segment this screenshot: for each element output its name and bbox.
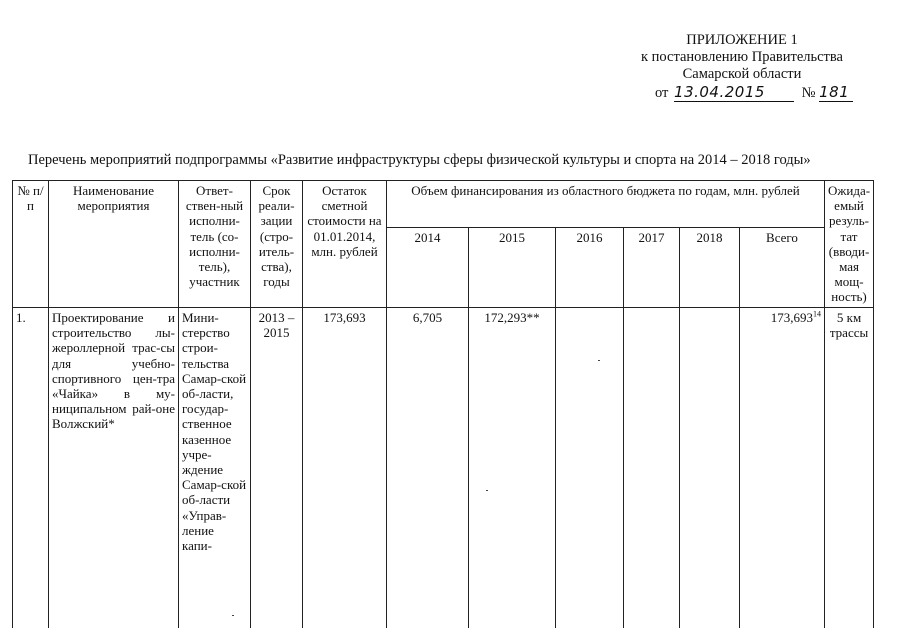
row-2015: 172,293**: [469, 308, 556, 628]
date-line: [655, 83, 853, 102]
row-num: 1.: [13, 308, 49, 628]
row-result: 5 км трассы: [825, 308, 874, 628]
header-funding-group: Объем финансирования из областного бюджета по годам, млн. рублей: [387, 181, 825, 228]
appendix-title: ПРИЛОЖЕНИЕ 1: [686, 32, 798, 48]
row-2017: [624, 308, 680, 628]
header-num: № п/п: [13, 181, 49, 308]
row-responsible: Мини-стерство строи-тельства Самар-ской об-ласти, государ-ственное казенное учре-ждение Самар-ской об-ласти «Управ-ление капи-: [179, 308, 251, 628]
document-title: Перечень мероприятий подпрограммы «Развитие инфраструктуры сферы физической культуры и спорта на 2014 – 2018 годы»: [28, 152, 811, 168]
header-name: Наименование мероприятия: [49, 181, 179, 308]
scan-speck: [232, 615, 234, 616]
header-term: Срок реали-зации (стро-итель-ства), годы: [251, 181, 303, 308]
header-balance: Остаток сметной стоимости на 01.01.2014, млн. рублей: [303, 181, 387, 308]
row-total-note: 14: [813, 309, 821, 319]
table-row: [13, 308, 874, 628]
header-total: Всего: [740, 228, 825, 308]
header-year-2017: 2017: [624, 228, 680, 308]
header-result: Ожида-емый резуль-тат (вводи-мая мощ-ность): [825, 181, 874, 308]
row-2014: 6,705: [387, 308, 469, 628]
number-prefix: №: [801, 85, 816, 101]
measures-table: [12, 180, 874, 628]
header-year-2016: 2016: [556, 228, 624, 308]
scan-speck: [486, 490, 488, 491]
date-prefix: от: [655, 85, 669, 101]
header-responsible: Ответ-ствен-ный исполни-тель (со-исполни-тель), участник: [179, 181, 251, 308]
scan-speck: [598, 360, 600, 361]
number-value: 181: [819, 83, 853, 102]
appendix-line-3: Самарской области: [682, 66, 802, 82]
header-year-2014: 2014: [387, 228, 469, 308]
row-total: [740, 308, 825, 628]
date-value: 13.04.2015: [674, 83, 794, 102]
header-year-2015: 2015: [469, 228, 556, 308]
row-name: Проектирование и строительство лы-жероллерной трас-сы для учебно-спортивного цен-тра «Чайка» в му-ниципальном рай-оне Волжский*: [49, 308, 179, 628]
row-balance: 173,693: [303, 308, 387, 628]
row-2016: [556, 308, 624, 628]
row-2018: [680, 308, 740, 628]
row-total-value: 173,693: [770, 310, 813, 325]
row-term: 2013 – 2015: [251, 308, 303, 628]
appendix-header: [641, 32, 843, 83]
header-year-2018: 2018: [680, 228, 740, 308]
appendix-line-2: к постановлению Правительства: [641, 49, 843, 65]
